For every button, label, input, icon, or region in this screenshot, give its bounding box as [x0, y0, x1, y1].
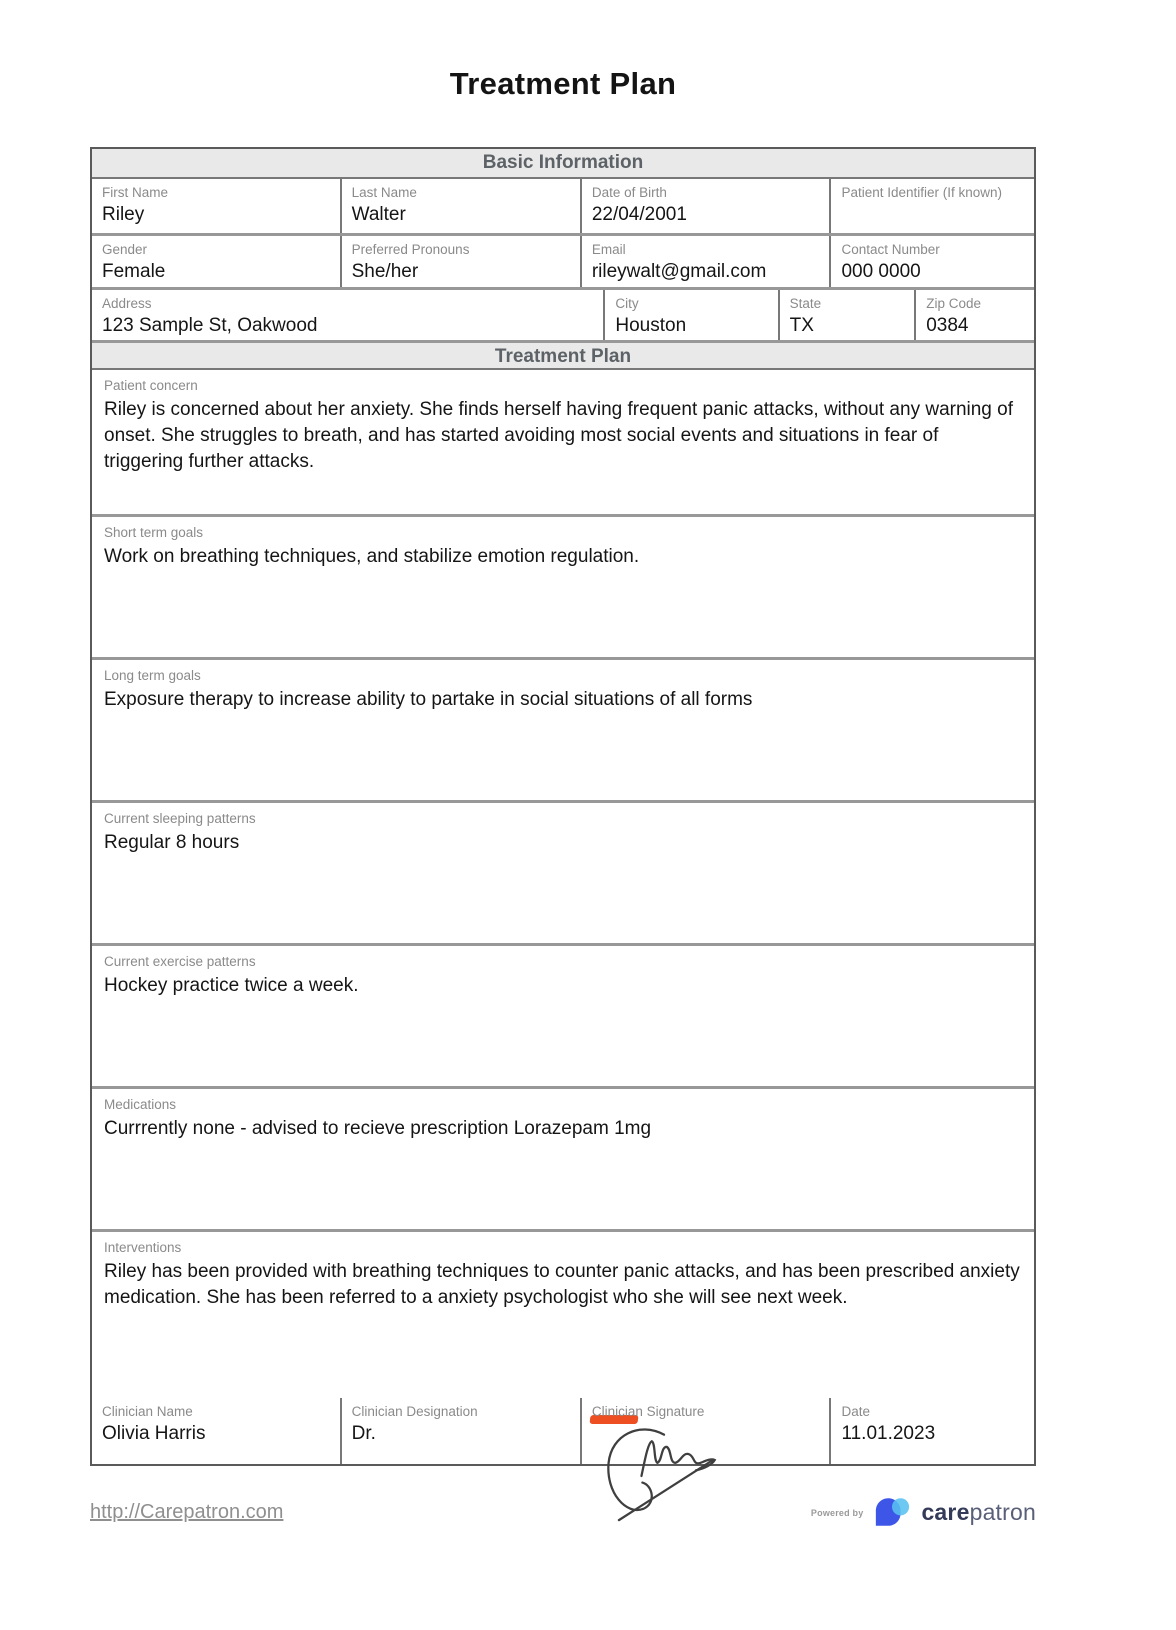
powered-by-group [811, 1496, 1036, 1529]
clinician-designation-value: Dr. [351, 1423, 376, 1444]
city-value: Houston [615, 315, 687, 336]
patient-identifier-field [831, 179, 1034, 233]
contact-number-value: 000 0000 [841, 261, 921, 282]
section-long-term-goals [92, 657, 1034, 800]
clinician-signature-label: Clinician Signature [591, 1404, 705, 1419]
interventions-label: Interventions [104, 1240, 182, 1255]
form-table [90, 147, 1036, 1466]
clinician-designation-field [342, 1398, 582, 1464]
clinician-designation-label: Clinician Designation [351, 1404, 478, 1419]
patient-concern-label: Patient concern [104, 378, 198, 393]
last-name-field [342, 179, 582, 233]
date-label: Date [841, 1404, 870, 1419]
short-term-goals-text: Work on breathing techniques, and stabilize emotion regulation. [104, 546, 640, 567]
date-field [831, 1398, 1034, 1464]
zip-code-label: Zip Code [926, 296, 981, 311]
clinician-name-label: Clinician Name [102, 1404, 193, 1419]
basic-info-row-2 [92, 233, 1034, 287]
email-field [582, 236, 832, 287]
address-value: 123 Sample St, Oakwood [102, 315, 318, 336]
sleeping-patterns-text: Regular 8 hours [104, 832, 240, 853]
state-value: TX [789, 315, 814, 336]
clinician-signature-field [582, 1398, 832, 1464]
long-term-goals-text: Exposure therapy to increase ability to partake in social situations of all forms [104, 689, 753, 710]
basic-information-header: Basic Information [92, 149, 1034, 179]
section-short-term-goals [92, 514, 1034, 657]
sleeping-patterns-label: Current sleeping patterns [104, 811, 256, 826]
first-name-label: First Name [102, 185, 169, 200]
city-label: City [615, 296, 639, 311]
section-patient-concern [92, 370, 1034, 514]
zip-code-value: 0384 [926, 315, 969, 336]
last-name-label: Last Name [351, 185, 417, 200]
wordmark-care: care [921, 1499, 970, 1525]
date-value: 11.01.2023 [841, 1423, 936, 1444]
contact-number-field [831, 236, 1034, 287]
zip-code-field [916, 290, 1034, 340]
patient-identifier-label: Patient Identifier (If known) [841, 185, 1003, 200]
pronouns-field [342, 236, 582, 287]
patient-concern-text: Riley is concerned about her anxiety. She finds herself having frequent panic attacks, without any warning of onset. She struggles to breath, and has started avoiding most social events and situations in fear of triggering further attacks. [104, 399, 1014, 472]
section-exercise-patterns [92, 943, 1034, 1086]
section-interventions [92, 1229, 1034, 1398]
state-label: State [789, 296, 822, 311]
carepatron-wordmark [921, 1499, 1036, 1526]
wordmark-patron: patron [969, 1499, 1036, 1525]
treatment-plan-header: Treatment Plan [92, 340, 1034, 370]
interventions-text: Riley has been provided with breathing techniques to counter panic attacks, and has been prescribed anxiety medication. She has been referred to a anxiety psychologist who she will see next week. [104, 1261, 1020, 1308]
short-term-goals-label: Short term goals [104, 525, 204, 540]
clinician-name-field [92, 1398, 342, 1464]
first-name-field [92, 179, 342, 233]
email-label: Email [591, 242, 626, 257]
address-label: Address [102, 296, 152, 311]
long-term-goals-label: Long term goals [104, 668, 201, 683]
gender-value: Female [102, 261, 166, 282]
document-body [90, 0, 1036, 1529]
address-field [92, 290, 605, 340]
last-name-value: Walter [351, 204, 406, 225]
section-sleeping-patterns [92, 800, 1034, 943]
contact-number-label: Contact Number [841, 242, 940, 257]
exercise-patterns-label: Current exercise patterns [104, 954, 256, 969]
basic-info-row-1 [92, 179, 1034, 233]
page-title: Treatment Plan [449, 66, 677, 101]
gender-label: Gender [102, 242, 148, 257]
city-field [605, 290, 779, 340]
powered-by-label: Powered by [810, 1507, 864, 1518]
exercise-patterns-text: Hockey practice twice a week. [104, 975, 359, 996]
pronouns-value: She/her [351, 261, 419, 282]
date-of-birth-value: 22/04/2001 [591, 204, 687, 225]
pronouns-label: Preferred Pronouns [351, 242, 470, 257]
footer [90, 1496, 1036, 1529]
basic-info-row-3 [92, 287, 1034, 340]
carepatron-logo-icon [873, 1496, 911, 1529]
date-of-birth-label: Date of Birth [591, 185, 667, 200]
first-name-value: Riley [102, 204, 145, 225]
clinician-name-value: Olivia Harris [102, 1423, 206, 1444]
carepatron-link[interactable]: http://Carepatron.com [90, 1501, 284, 1523]
state-field [780, 290, 917, 340]
clinician-row [92, 1398, 1034, 1464]
section-medications [92, 1086, 1034, 1229]
medications-label: Medications [104, 1097, 177, 1112]
email-value: rileywalt@gmail.com [591, 261, 767, 282]
medications-text: Currrently none - advised to recieve prescription Lorazepam 1mg [104, 1118, 652, 1139]
gender-field [92, 236, 342, 287]
signature-scribble [598, 1414, 730, 1522]
date-of-birth-field [582, 179, 832, 233]
